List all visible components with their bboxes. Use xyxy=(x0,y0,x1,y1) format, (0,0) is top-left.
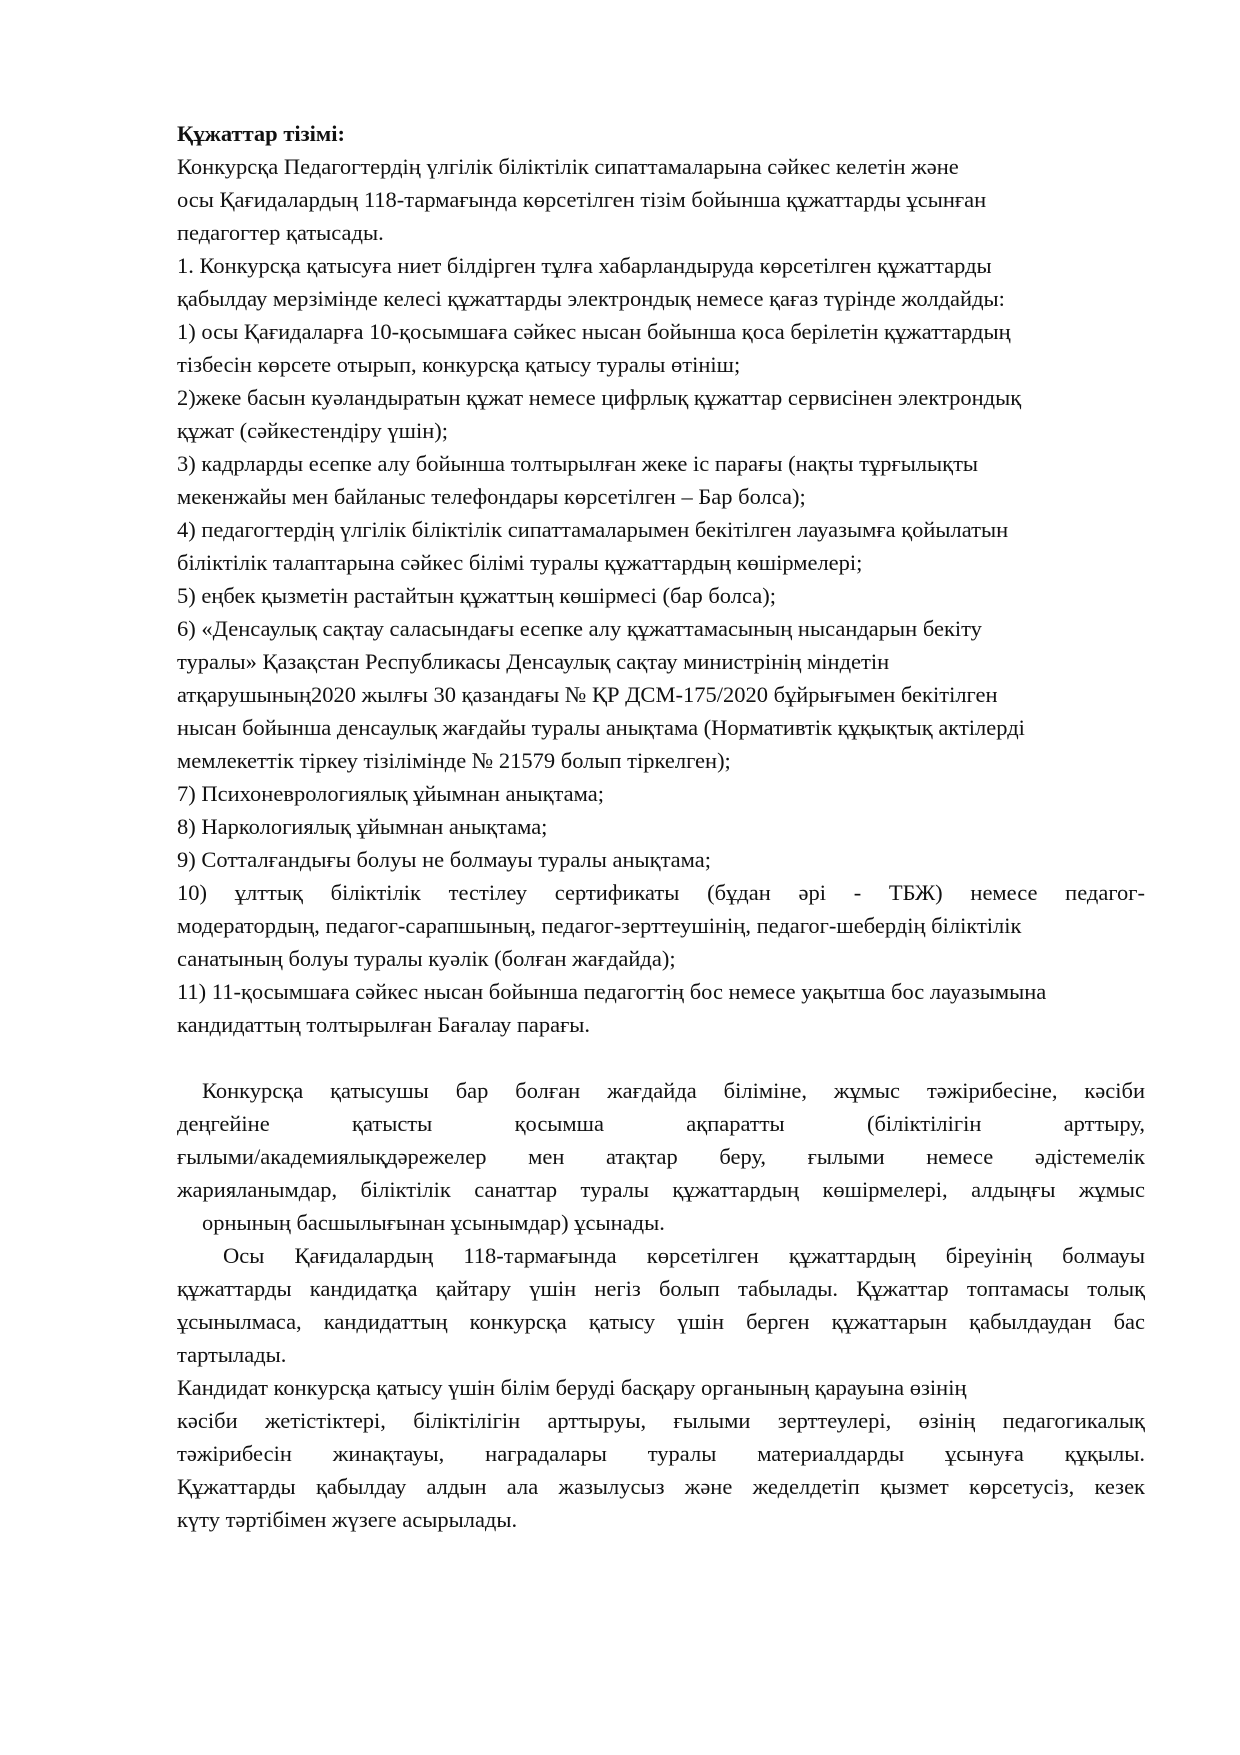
text-line: құжат (сәйкестендіру үшін); xyxy=(177,418,448,443)
list-item-9: 9) Сотталғандығы болуы не болмауы туралы анықтама; xyxy=(177,847,711,872)
list-item-7: 7) Психоневрологиялық ұйымнан анықтама; xyxy=(177,781,604,806)
text-line: мемлекеттік тіркеу тізілімінде № 21579 болып тіркелген); xyxy=(177,748,731,773)
paragraph-line: құжаттарды кандидатқа қайтару үшін негіз болып табылады. Құжаттар топтамасы толық xyxy=(177,1276,1145,1301)
list-item-2: 2)жеке басын куәландыратын құжат немесе цифрлық құжаттар сервисінен электрондық xyxy=(177,385,1022,410)
paragraph-line: деңгейіне қатысты қосымша ақпаратты (біліктілігін арттыру, xyxy=(177,1111,1145,1136)
list-item-4: 4) педагогтердің үлгілік біліктілік сипаттамаларымен бекітілген лауазымға қойылатын xyxy=(177,517,1009,542)
text-line: модератордың, педагог-сарапшының, педагог-зерттеушінің, педагог-шебердің біліктілік xyxy=(177,913,1022,938)
text-line: біліктілік талаптарына сәйкес білімі туралы құжаттардың көшірмелері; xyxy=(177,550,863,575)
list-item-1: 1) осы Қағидаларға 10-қосымшаға сәйкес нысан бойынша қоса берілетін құжаттардың xyxy=(177,319,1011,344)
text-line: нысан бойынша денсаулық жағдайы туралы анықтама (Нормативтік құқықтық актілерді xyxy=(177,715,1025,740)
text-line: 1. Конкурсқа қатысуға ниет білдірген тұлға хабарландыруда көрсетілген құжаттарды xyxy=(177,253,992,278)
document-body xyxy=(177,117,1145,1536)
list-item-3: 3) кадрларды есепке алу бойынша толтырылған жеке іс парағы (нақты тұрғылықты xyxy=(177,451,979,476)
text-line: Конкурсқа Педагогтердің үлгілік біліктілік сипаттамаларына сәйкес келетін және xyxy=(177,154,959,179)
text-line: атқарушының2020 жылғы 30 қазандағы № ҚР ДСМ-175/2020 бұйрығымен бекітілген xyxy=(177,682,998,707)
paragraph-line: Осы Қағидалардың 118-тармағында көрсетілген құжаттардың біреуінің болмауы xyxy=(223,1243,1145,1268)
text-line: осы Қағидалардың 118-тармағында көрсетілген тізім бойынша құжаттарды ұсынған xyxy=(177,187,987,212)
paragraph-line: тартылады. xyxy=(177,1342,287,1367)
paragraph-gap xyxy=(177,1041,1145,1074)
paragraph-line: жарияланымдар, біліктілік санаттар туралы құжаттардың көшірмелері, алдыңғы жұмыс xyxy=(177,1177,1145,1202)
paragraph-line: Құжаттарды қабылдау алдын ала жазылусыз және жеделдетіп қызмет көрсетусіз, кезек xyxy=(177,1474,1145,1499)
paragraph-line: Конкурсқа қатысушы бар болған жағдайда біліміне, жұмыс тәжірибесіне, кәсіби xyxy=(202,1078,1145,1103)
list-item-5: 5) еңбек қызметін растайтын құжаттың көшірмесі (бар болса); xyxy=(177,583,776,608)
list-item-11: 11) 11-қосымшаға сәйкес нысан бойынша педагогтің бос немесе уақытша бос лауазымына xyxy=(177,979,1047,1004)
list-item-6: 6) «Денсаулық сақтау саласындағы есепке алу құжаттамасының нысандарын бекіту xyxy=(177,616,982,641)
document-title: Құжаттар тізімі: xyxy=(177,121,345,146)
paragraph-line: кәсіби жетістіктері, біліктілігін арттыруы, ғылыми зерттеулері, өзінің педагогикалық xyxy=(177,1408,1145,1433)
paragraph-line: орнының басшылығынан ұсынымдар) ұсынады. xyxy=(202,1210,665,1235)
text-line: кандидаттың толтырылған Бағалау парағы. xyxy=(177,1012,591,1037)
text-line: педагогтер қатысады. xyxy=(177,220,384,245)
paragraph-line: ғылыми/академиялықдәрежелер мен атақтар беру, ғылыми немесе әдістемелік xyxy=(177,1144,1145,1169)
text-line: мекенжайы мен байланыс телефондары көрсетілген – Бар болса); xyxy=(177,484,806,509)
paragraph-line: Кандидат конкурсқа қатысу үшін білім беруді басқару органының қарауына өзінің xyxy=(177,1375,967,1400)
text-line: туралы» Қазақстан Республикасы Денсаулық сақтау министрінің міндетін xyxy=(177,649,890,674)
text-line: санатының болуы туралы куәлік (болған жағдайда); xyxy=(177,946,676,971)
paragraph-line: ұсынылмаса, кандидаттың конкурсқа қатысу үшін берген құжаттарын қабылдаудан бас xyxy=(177,1309,1145,1334)
text-line: тізбесін көрсете отырып, конкурсқа қатысу туралы өтініш; xyxy=(177,352,741,377)
paragraph-line: тәжірибесін жинақтауы, наградалары туралы материалдарды ұсынуға құқылы. xyxy=(177,1441,1145,1466)
list-item-10: 10) ұлттық біліктілік тестілеу сертификаты (бұдан әрі - ТБЖ) немесе педагог- xyxy=(177,880,1145,905)
paragraph-line: күту тәртібімен жүзеге асырылады. xyxy=(177,1507,518,1532)
text-line: қабылдау мерзімінде келесі құжаттарды электрондық немесе қағаз түрінде жолдайды: xyxy=(177,286,1005,311)
list-item-8: 8) Наркологиялық ұйымнан анықтама; xyxy=(177,814,548,839)
